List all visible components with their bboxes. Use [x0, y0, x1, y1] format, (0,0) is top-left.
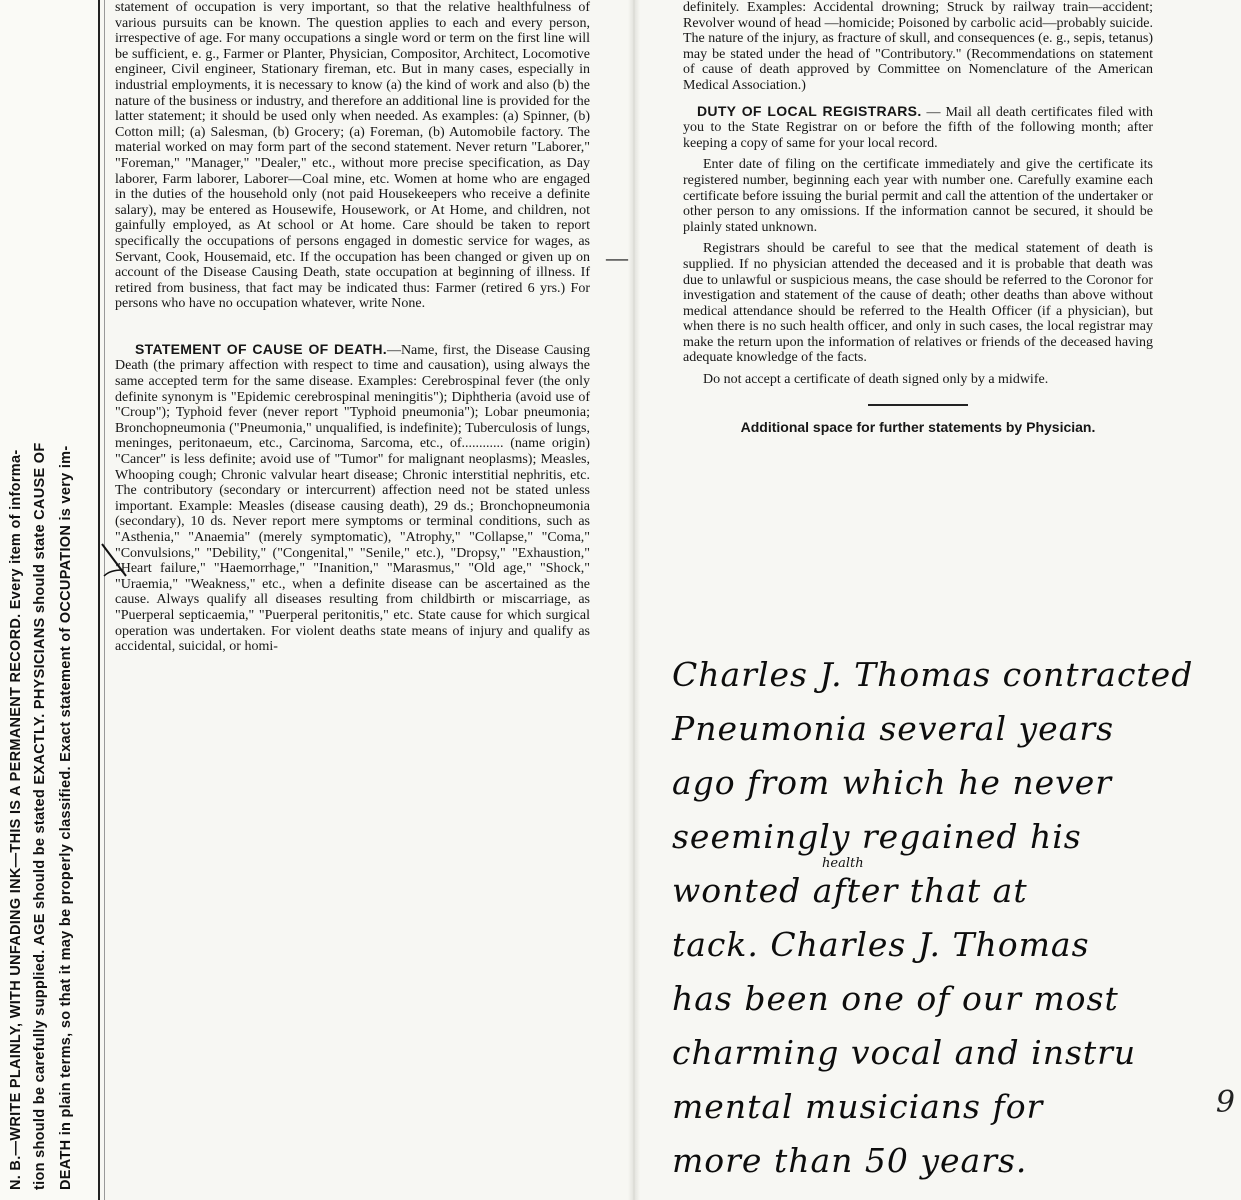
handwritten-line: seemingly regained his	[672, 817, 1082, 856]
handwritten-line: Pneumonia several years	[672, 709, 1115, 748]
handwritten-statement	[672, 648, 1212, 1188]
margin-notice-line-3: DEATH in plain terms, so that it may be properly classified. Exact statement of OCCUPATION is very im-	[58, 445, 74, 1190]
handwritten-insert-note: health	[822, 856, 864, 871]
handwritten-line: ago from which he never	[672, 763, 1113, 802]
right-text-column	[683, 0, 1153, 435]
duty-registrars-text: — Mail all death certificates filed with you to the State Registrar on or before the fifth of the following month; after keeping a copy of same for your local record.	[683, 104, 1153, 151]
margin-notice-line-2: tion should be carefully supplied. AGE should be stated EXACTLY. PHYSICIANS should state CAUSE OF	[32, 442, 48, 1190]
page-mark: 9	[1215, 1085, 1235, 1120]
handwritten-line: more than 50 years.	[672, 1141, 1028, 1180]
page-fold	[628, 0, 640, 1200]
section-divider	[868, 404, 968, 406]
midwife-instruction: Do not accept a certificate of death signed only by a midwife.	[703, 372, 1049, 388]
cause-of-death-text: —Name, first, the Disease Causing Death (the primary affection with respect to time and causation), using always the same accepted term for the same disease. Examples: Cerebrospinal fever (the only definite synonym is "Epidemic cerebrospinal meningitis"); Diphtheria (avoid use of "Croup"); Typhoid fever (never report "Typhoid pneumonia"); Lobar pneumonia; Bronchopneumonia ("Pneumonia," unqualified, is indefinite); Tuberculosis of lungs, meninges, peritonaeum, etc., Carcinoma, Sarcoma, etc., of............ (name origin) "Cancer" is less definite; avoid use of "Tumor" for malignant neoplasms); Measles, Whooping cough; Chronic valvular heart disease; Chronic interstitial nephritis, etc. The contributory (secondary or intercurrent) affection need not be stated unless important. Example: Measles (disease causing death), 29 ds.; Bronchopneumonia (secondary), 10 ds. Never report mere symptoms or terminal conditions, such as "Asthenia," "Anaemia" (merely symptomatic), "Atrophy," "Collapse," "Coma," "Convulsions," "Debility," ("Congenital," "Senile," etc.), "Dropsy," "Exhaustion," "Heart failure," "Haemorrhage," "Inanition," "Marasmus," "Old age," "Shock," "Uraemia," "Weakness," etc., when a definite disease can be ascertained as the cause. Always qualify all diseases resulting from childbirth or miscarriage, as "Puerperal septicaemia," "Puerperal peritonitis," etc. State cause for which surgical operation was undertaken. For violent deaths state means of injury and qualify as accidental, suicidal, or homi-	[115, 342, 590, 655]
cause-of-death-instructions	[115, 342, 590, 655]
filing-instructions: Enter date of filing on the certificate immediately and give the certificate its registered number, beginning each year with number one. Carefully examine each certificate before issuing the burial permit and call the attention of the undertaker or other person to any omissions. If the information cannot be secured, it should be plainly stated unknown.	[683, 157, 1153, 235]
fold-ink-mark: ―	[606, 245, 628, 270]
page-edge-line	[98, 0, 100, 1200]
margin-notice-line-1: N. B.—WRITE PLAINLY, WITH UNFADING INK—THIS IS A PERMANENT RECORD. Every item of informa-	[8, 449, 24, 1190]
page-edge-line-thin	[104, 0, 105, 1200]
injury-examples-text: definitely. Examples: Accidental drowning; Struck by railway train—accident; Revolver wound of head —homicide; Poisoned by carbolic acid—probably suicide. The nature of the injury, as fracture of skull, and consequences (e. g., sepis, tetanus) may be stated under the head of "Contributory." (Recommendations on statement of cause of death approved by Committee on Nomenclature of the American Medical Association.)	[683, 0, 1153, 93]
handwritten-line: wonted after that at	[672, 871, 1028, 910]
left-text-column	[115, 0, 590, 655]
handwritten-line: charming vocal and instru	[672, 1033, 1137, 1072]
duty-registrars-paragraph	[683, 104, 1153, 152]
additional-space-label: Additional space for further statements by Physician.	[740, 418, 1096, 435]
handwritten-line: tack. Charles J. Thomas	[672, 925, 1090, 964]
handwritten-line: mental musicians for	[672, 1087, 1044, 1126]
occupation-instructions: statement of occupation is very important, so that the relative healthfulness of various pursuits can be known. The question applies to each and every person, irrespective of age. For many occupations a single word or term on the first line will be sufficient, e. g., Farmer or Planter, Physician, Compositor, Architect, Locomotive engineer, Civil engineer, Stationary fireman, etc. But in many cases, especially in industrial employments, it is necessary to know (a) the kind of work and also (b) the nature of the business or industry, and therefore an additional line is provided for the latter statement; it should be used only when needed. As examples: (a) Spinner, (b) Cotton mill; (a) Salesman, (b) Grocery; (a) Foreman, (b) Automobile factory. The material worked on may form part of the second statement. Never return "Laborer," "Foreman," "Manager," "Dealer," etc., without more precise specification, as Day laborer, Farm laborer, Laborer—Coal mine, etc. Women at home who are engaged in the duties of the household only (not paid Housekeepers who receive a definite salary), may be entered as Housewife, Housework, or At Home, and children, not gainfully employed, as At school or At home. Care should be taken to report specifically the occupations of persons engaged in domestic service for wages, as Servant, Cook, Housemaid, etc. If the occupation has been changed or given up on account of the Disease Causing Death, state occupation at beginning of illness. If retired from business, that fact may be indicated thus: Farmer (retired 6 yrs.) For persons who have no occupation whatever, write None.	[115, 0, 590, 312]
registrar-medical-statement: Registrars should be careful to see that the medical statement of death is supplied. If no physician attended the deceased and it is probable that death was due to unlawful or suspicious means, the case should be referred to the Coronor for investigation and statement of the cause of death; other deaths than above without medical attendance should be referred to the Health Officer (if a physician), but when there is no such health officer, and only in such cases, the local registrar may make the return upon the information of relatives or friends of the deceased having adequate knowledge of the facts.	[683, 241, 1153, 366]
margin-notice-band	[0, 0, 100, 1200]
handwritten-line: Charles J. Thomas contracted	[672, 655, 1194, 694]
duty-registrars-heading: DUTY OF LOCAL REGISTRARS.	[697, 102, 922, 119]
handwritten-line: has been one of our most	[672, 979, 1119, 1018]
cause-of-death-heading: STATEMENT OF CAUSE OF DEATH.	[135, 340, 387, 357]
